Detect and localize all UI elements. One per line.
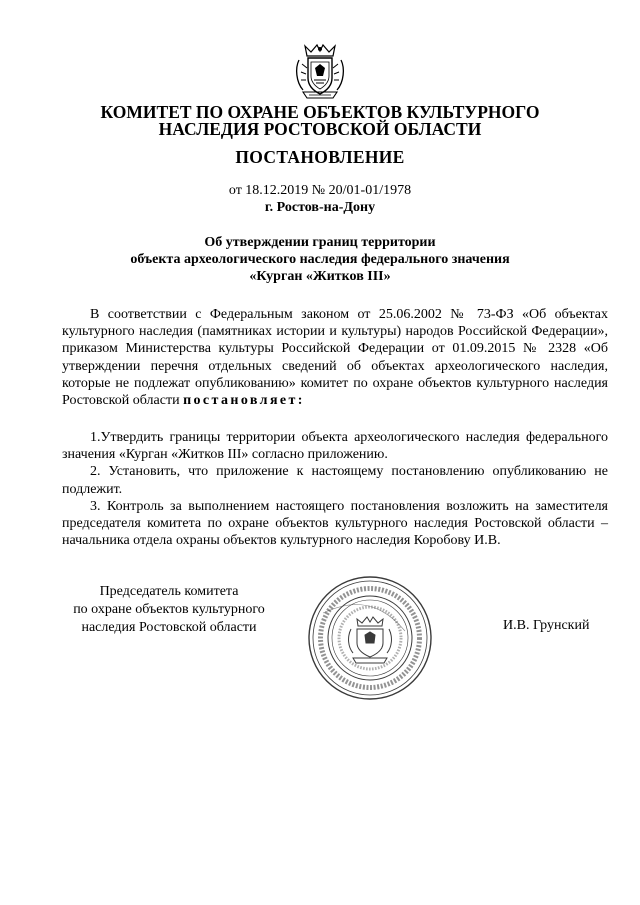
decree-word: постановляет: xyxy=(183,393,305,409)
resolution-items xyxy=(62,429,608,549)
official-seal-stamp xyxy=(305,573,435,703)
subject-line-2: объекта археологического наследия федерального значения xyxy=(130,252,510,267)
signatory-name: И.В. Грунский xyxy=(503,618,590,633)
signatory-title-line-1: Председатель комитета xyxy=(99,584,239,599)
subject-line-3: «Курган «Житков III» xyxy=(249,269,391,284)
subject-line-1: Об утверждении границ территории xyxy=(204,235,436,250)
preamble-paragraph xyxy=(62,306,608,409)
document-city: г. Ростов-на-Дону xyxy=(264,200,376,215)
resolution-item-1: 1.Утвердить границы территории объекта археологического наследия федерального значения «Курган «Житков III» согласно приложению. xyxy=(62,430,608,463)
resolution-item-2: 2. Установить, что приложение к настоящему постановлению опубликованию не подлежит. xyxy=(62,464,608,497)
resolution-item-3: 3. Контроль за выполнением настоящего постановления возложить на заместителя председателя комитета по охране объектов культурного наследия Ростовской области – начальника отдела охраны объектов культурного наследия Коробову И.В. xyxy=(62,498,608,549)
signatory-title-line-3: наследия Ростовской области xyxy=(81,620,257,635)
preamble-text: В соответствии с Федеральным законом от 25.06.2002 № 73-ФЗ «Об объектах культурного наследия (памятниках истории и культуры) народов Российской Федерации», приказом Министерства культуры Российской Федерации от 01.09.2015 № 2328 «Об утверждении перечня отдельных сведений об объектах археологического наследия, которые не подлежат опубликованию» комитет по охране объектов культурного наследия Ростовской области xyxy=(62,307,608,409)
coat-of-arms-icon xyxy=(293,42,347,100)
org-line-1: КОМИТЕТ ПО ОХРАНЕ ОБЪЕКТОВ КУЛЬТУРНОГО xyxy=(100,102,540,122)
document-type: ПОСТАНОВЛЕНИЕ xyxy=(235,147,405,167)
signatory-title-line-2: по охране объектов культурного xyxy=(73,602,265,617)
org-line-2: НАСЛЕДИЯ РОСТОВСКОЙ ОБЛАСТИ xyxy=(158,119,482,139)
signatory-title xyxy=(58,583,280,637)
document-date-number: от 18.12.2019 № 20/01-01/1978 xyxy=(228,183,412,198)
document-subject xyxy=(100,234,540,285)
organization-name xyxy=(60,104,580,138)
